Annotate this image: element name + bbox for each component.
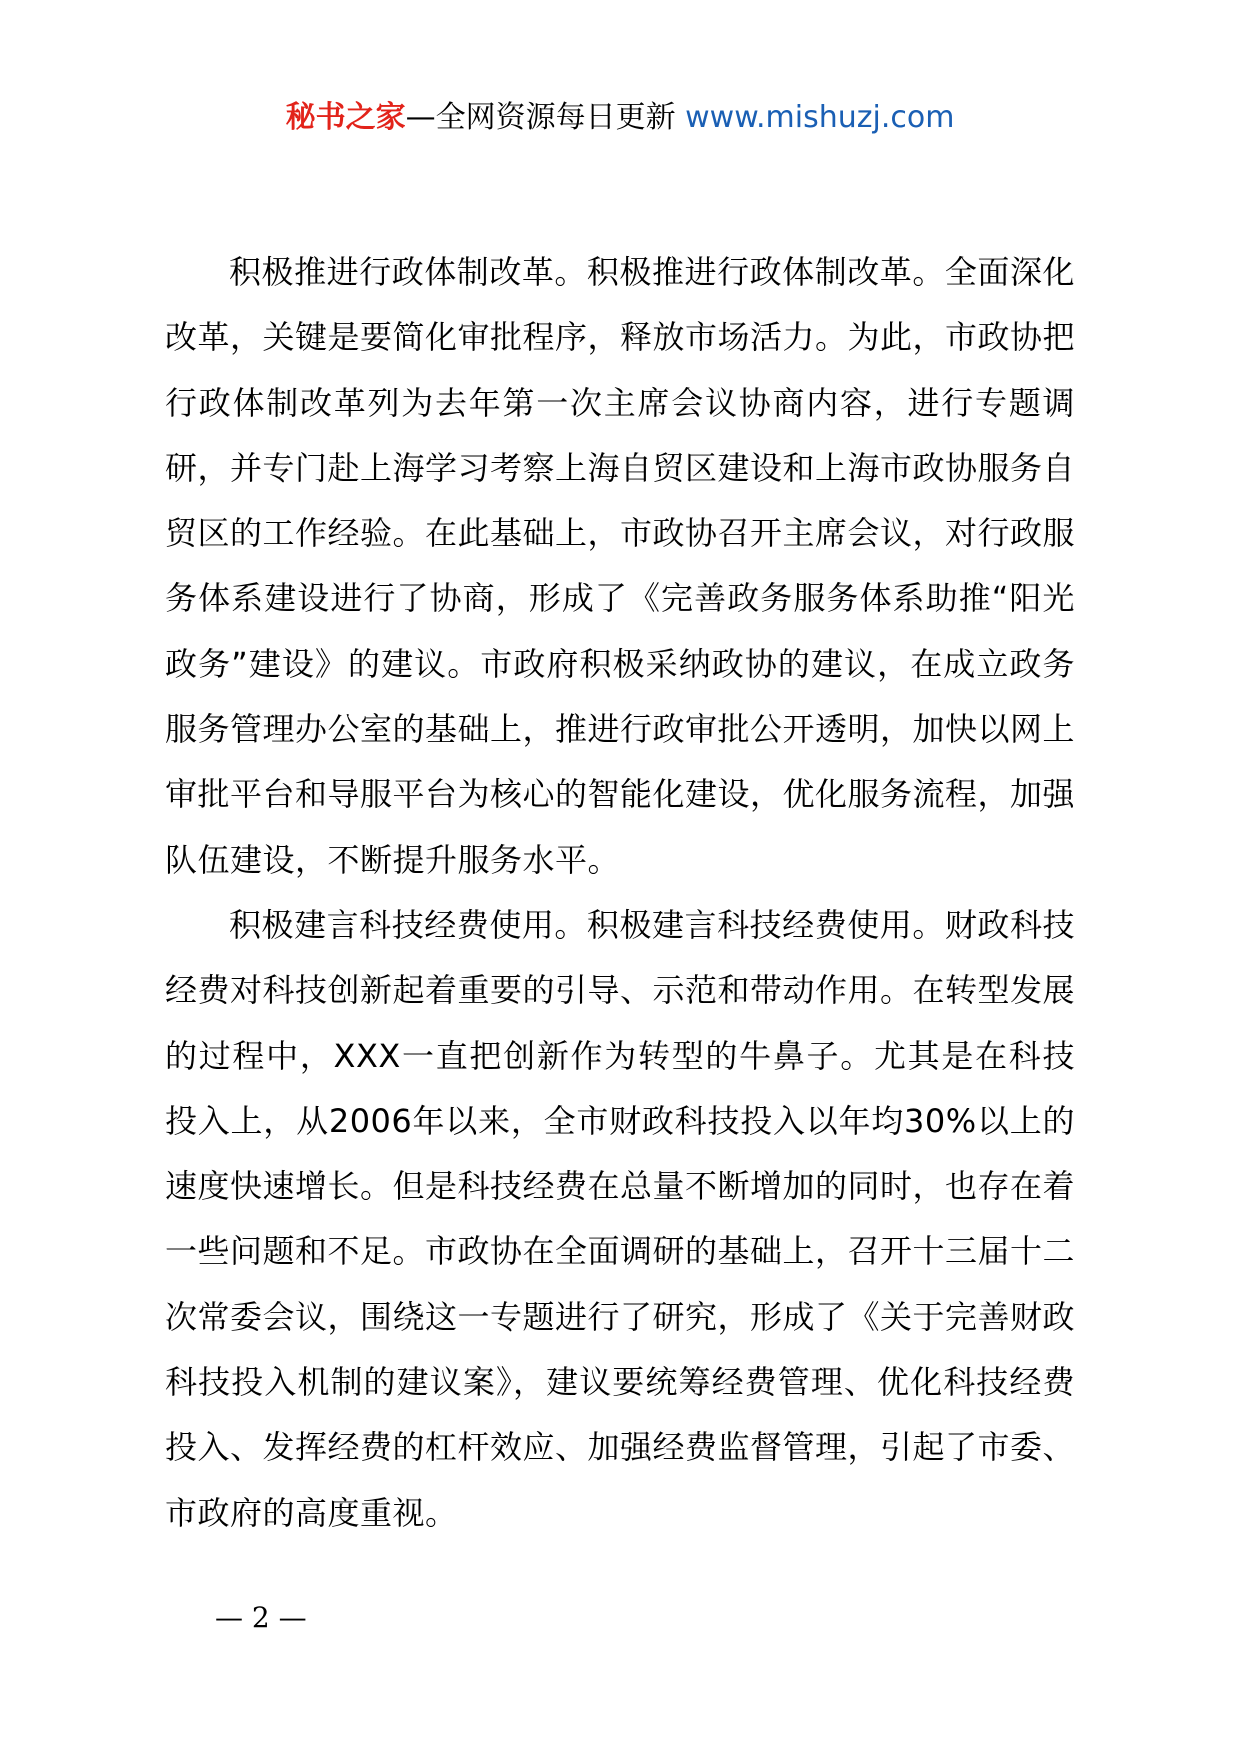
paragraph-administrative-reform: 积极推进行政体制改革。积极推进行政体制改革。全面深化改革，关键是要简化审批程序，释放市场活力。为此，市政协把行政体制改革列为去年第一次主席会议协商内容，进行专题调研，并专门赴上海学习考察上海自贸区建设和上海市政协服务自贸区的工作经验。在此基础上，市政协召开主席会议，对行政服务体系建设进行了协商，形成了《完善政务服务体系助推“阳光政务”建设》的建议。市政府积极采纳政协的建议，在成立政务服务管理办公室的基础上，推进行政审批公开透明，加快以网上审批平台和导服平台为核心的智能化建设，优化服务流程，加强队伍建设，不断提升服务水平。 [165,253,1076,879]
header-slogan: —全网资源每日更新 [405,100,676,135]
page-number: — 2 — [215,1601,307,1634]
site-watermark-header [0,98,1240,138]
site-url-link[interactable]: www.mishuzj.com [685,100,955,135]
document-body [165,240,1075,1546]
paragraph-tech-funding: 积极建言科技经费使用。积极建言科技经费使用。财政科技经费对科技创新起着重要的引导、示范和带动作用。在转型发展的过程中，XXX一直把创新作为转型的牛鼻子。尤其是在科技投入上，从2006年以来，全市财政科技投入以年均30%以上的速度快速增长。但是科技经费在总量不断增加的同时，也存在着一些问题和不足。市政协在全面调研的基础上，召开十三届十二次常委会议，围绕这一专题进行了研究，形成了《关于完善财政科技投入机制的建议案》，建议要统筹经费管理、优化科技经费投入、发挥经费的杠杆效应、加强经费监督管理，引起了市委、市政府的高度重视。 [165,905,1076,1532]
brand-name: 秘书之家 [285,100,406,135]
